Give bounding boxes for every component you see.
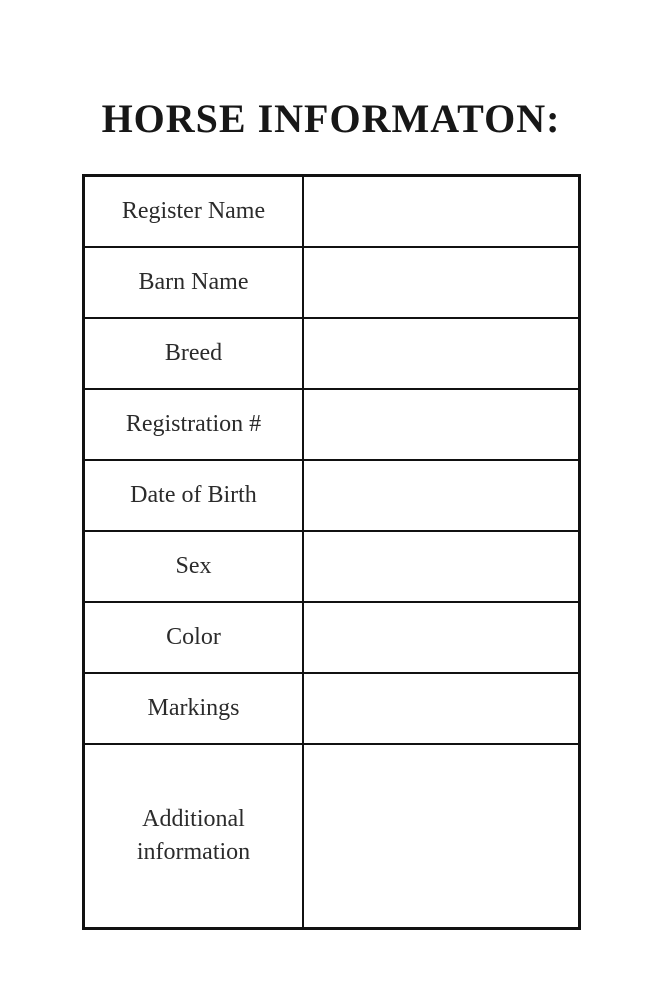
field-value-breed[interactable] [303, 318, 580, 389]
field-value-barn-name[interactable] [303, 247, 580, 318]
field-value-additional-information[interactable] [303, 744, 580, 929]
table-row [84, 602, 580, 673]
table-row [84, 744, 580, 929]
horse-info-table [82, 174, 581, 930]
table-row [84, 460, 580, 531]
field-value-registration-number[interactable] [303, 389, 580, 460]
field-label-additional-information: Additional information [84, 744, 304, 929]
field-label-markings: Markings [84, 673, 304, 744]
table-row [84, 318, 580, 389]
table-row [84, 247, 580, 318]
field-value-date-of-birth[interactable] [303, 460, 580, 531]
field-label-date-of-birth: Date of Birth [84, 460, 304, 531]
field-value-register-name[interactable] [303, 176, 580, 247]
field-label-breed: Breed [84, 318, 304, 389]
field-value-markings[interactable] [303, 673, 580, 744]
table-row [84, 673, 580, 744]
field-label-barn-name: Barn Name [84, 247, 304, 318]
field-label-register-name: Register Name [84, 176, 304, 247]
field-label-sex: Sex [84, 531, 304, 602]
table-row [84, 531, 580, 602]
page-title: HORSE INFORMATON: [101, 96, 561, 141]
table-row [84, 389, 580, 460]
table-row [84, 176, 580, 247]
field-label-registration-number: Registration # [84, 389, 304, 460]
field-label-color: Color [84, 602, 304, 673]
field-value-sex[interactable] [303, 531, 580, 602]
field-value-color[interactable] [303, 602, 580, 673]
